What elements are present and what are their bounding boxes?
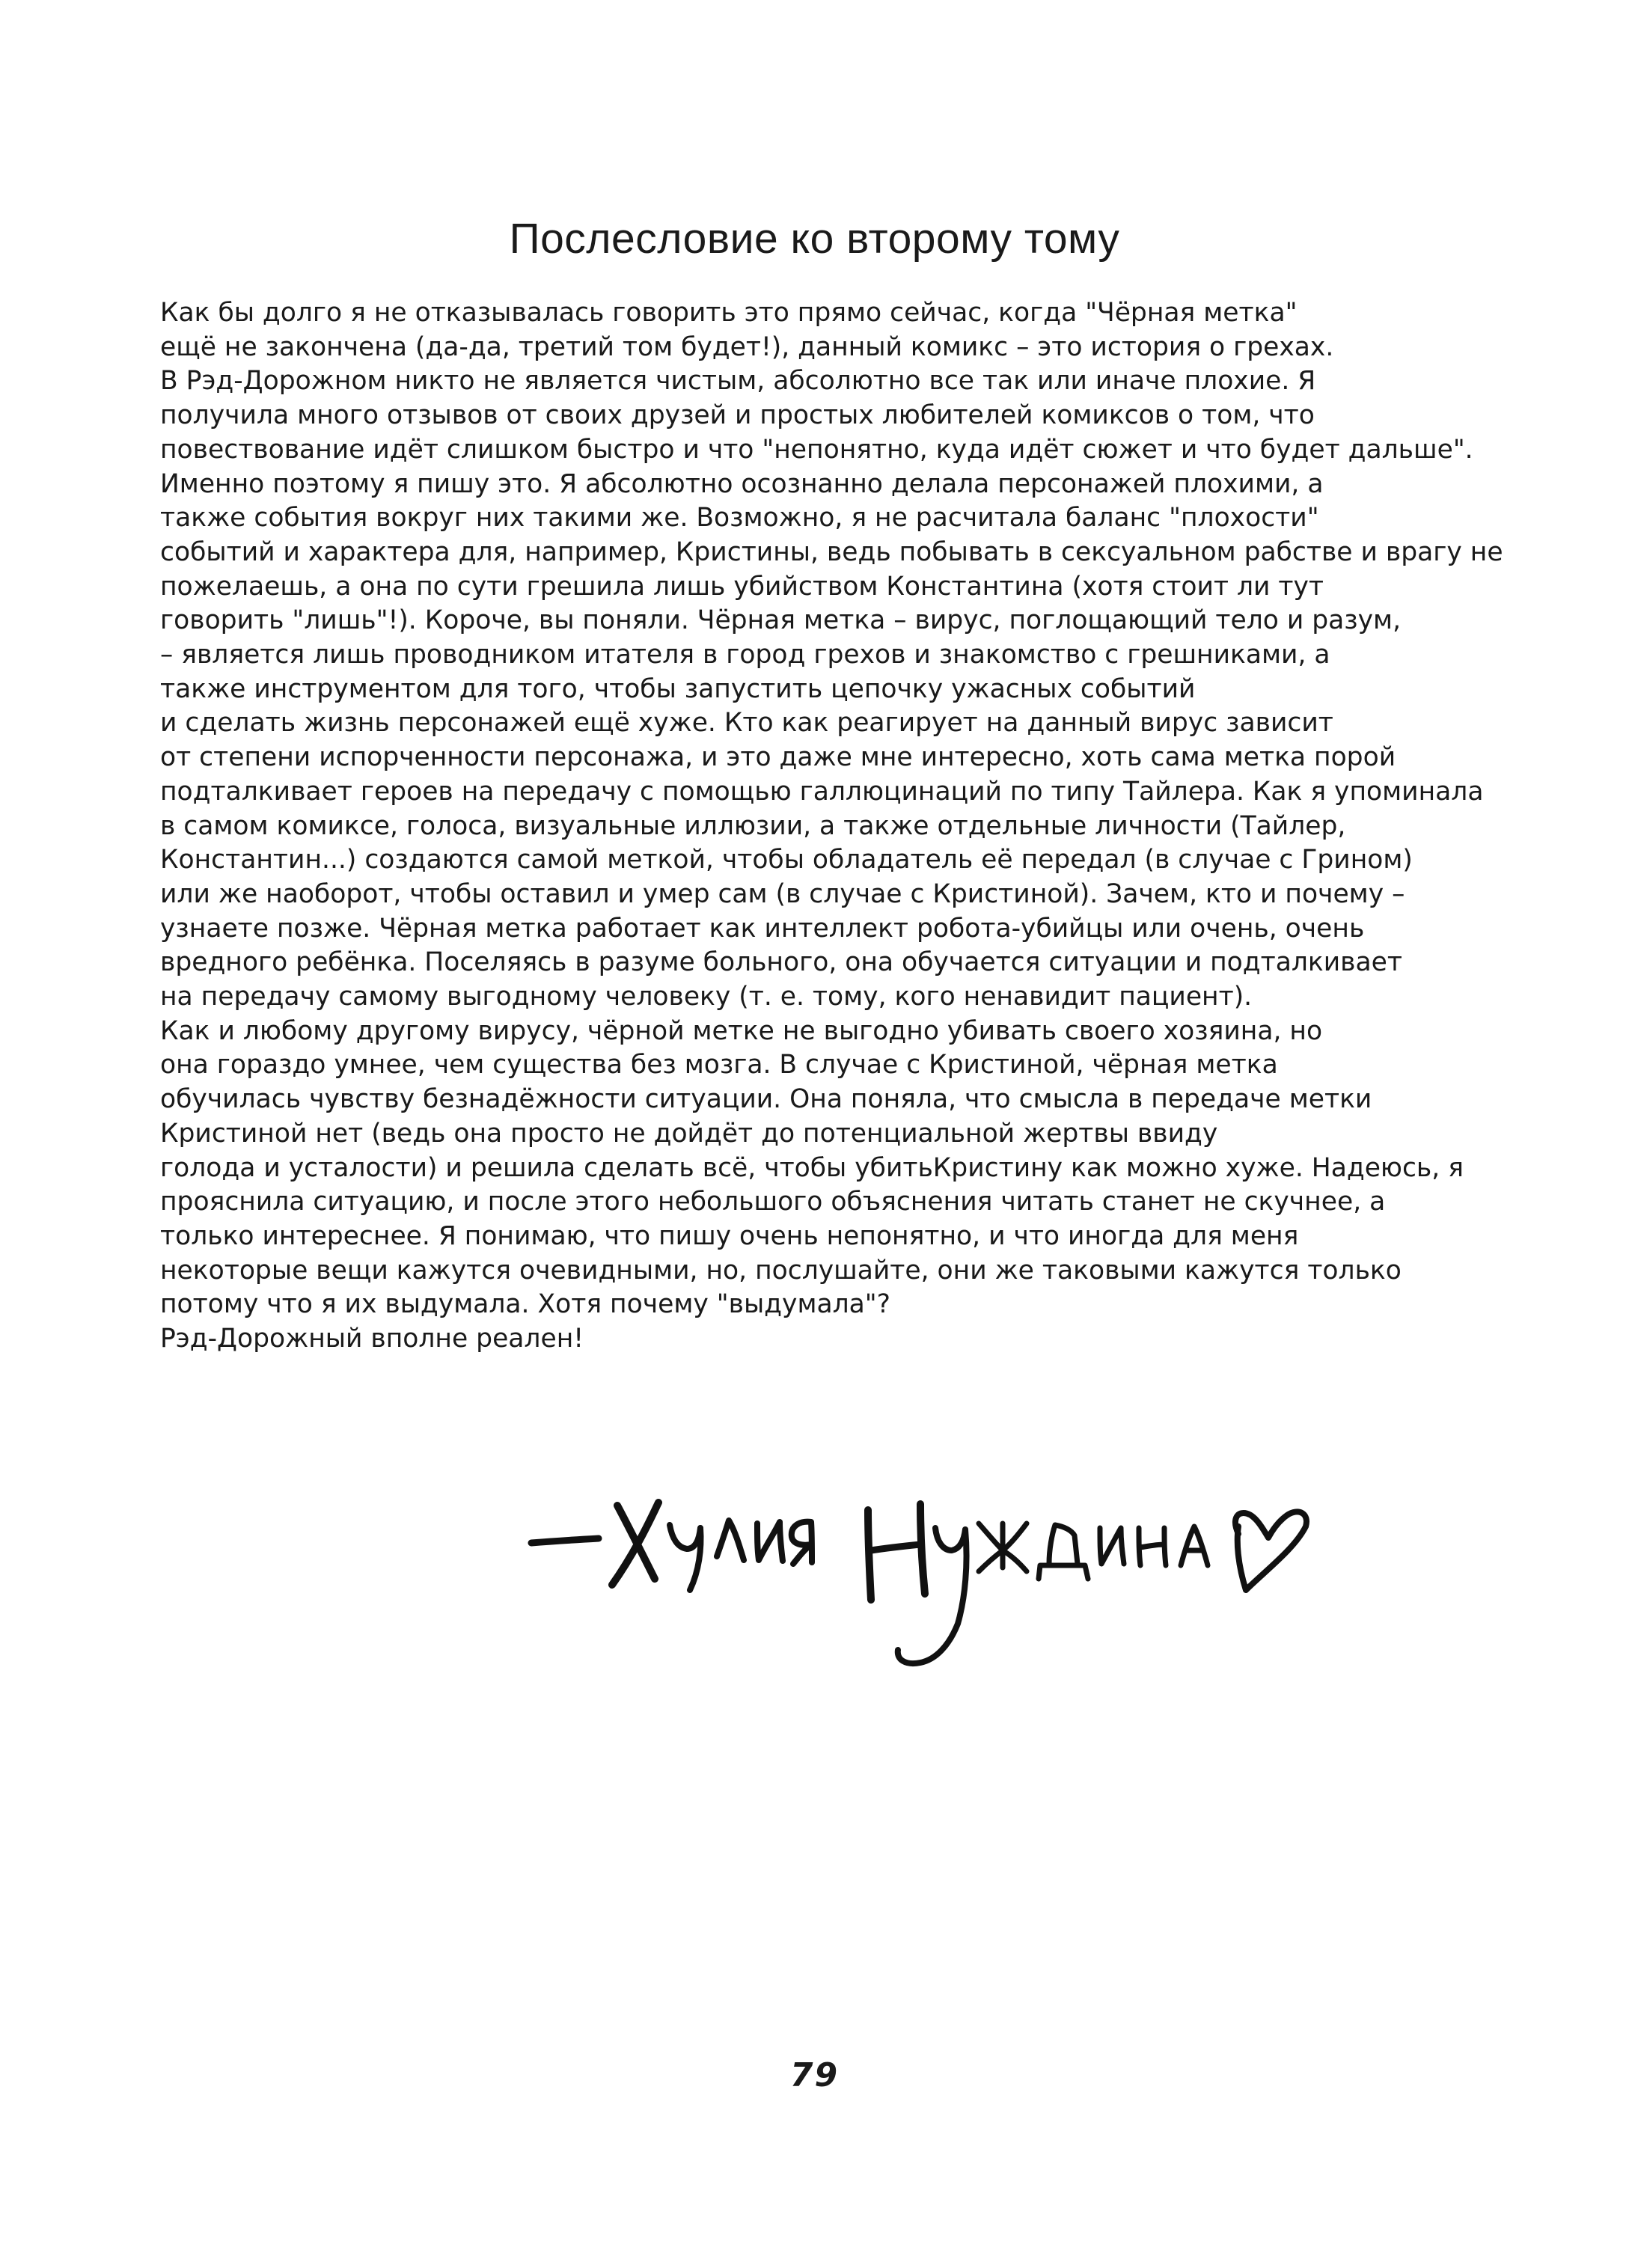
text-line: событий и характера для, например, Кристины, ведь побывать в сексуальном рабстве и врагу не bbox=[160, 537, 1503, 567]
text-line: Рэд-Дорожный вполне реален! bbox=[160, 1324, 584, 1354]
text-line: также инструментом для того, чтобы запустить цепочку ужасных событий bbox=[160, 673, 1196, 704]
text-line: Как бы долго я не отказывалась говорить это прямо сейчас, когда "Чёрная метка" bbox=[160, 298, 1298, 328]
text-line: повествование идёт слишком быстро и что "непонятно, куда идёт сюжет и что будет дальше". bbox=[160, 434, 1473, 465]
text-line: Константин...) создаются самой меткой, чтобы обладатель её передал (в случае с Грином) bbox=[160, 845, 1413, 875]
text-line: некоторые вещи кажутся очевидными, но, послушайте, они же таковыми кажутся только bbox=[160, 1255, 1402, 1286]
text-line: она гораздо умнее, чем существа без мозга. В случае с Кристиной, чёрная метка bbox=[160, 1050, 1278, 1080]
text-line: говорить "лишь"!). Короче, вы поняли. Чёрная метка – вирус, поглощающий тело и разум, bbox=[160, 605, 1402, 636]
text-line: от степени испорченности персонажа, и это даже мне интересно, хоть сама метка порой bbox=[160, 742, 1396, 773]
text-line: обучилась чувству безнадёжности ситуации. Она поняла, что смысла в передаче метки bbox=[160, 1084, 1372, 1115]
page-number: 79 bbox=[789, 2056, 840, 2094]
text-line: В Рэд-Дорожном никто не является чистым, абсолютно все так или иначе плохие. Я bbox=[160, 366, 1316, 397]
text-line: Как и любому другому вирусу, чёрной метке не выгодно убивать своего хозяина, но bbox=[160, 1015, 1323, 1046]
afterword-body bbox=[160, 296, 1567, 1357]
text-line: только интереснее. Я понимаю, что пишу очень непонятно, и что иногда для меня bbox=[160, 1220, 1299, 1251]
text-line: пожелаешь, а она по сути грешила лишь убийством Константина (хотя стоит ли тут bbox=[160, 571, 1324, 602]
text-line: узнаете позже. Чёрная метка работает как интеллект робота-убийцы или очень, очень bbox=[160, 913, 1365, 944]
text-line: Кристиной нет (ведь она просто не дойдёт до потенциальной жертвы ввиду bbox=[160, 1118, 1218, 1149]
page-title: Послесловие ко второму тому bbox=[509, 215, 1120, 263]
text-line: прояснила ситуацию, и после этого небольшого объяснения читать станет не скучнее, а bbox=[160, 1187, 1386, 1217]
text-line: в самом комиксе, голоса, визуальные иллюзии, а также отдельные личности (Тайлер, bbox=[160, 810, 1346, 841]
text-line: вредного ребёнка. Поселяясь в разуме больного, она обучается ситуации и подталкивает bbox=[160, 947, 1402, 978]
handwritten-signature bbox=[516, 1467, 1399, 1706]
text-line: также события вокруг них такими же. Возможно, я не расчитала баланс "плохости" bbox=[160, 503, 1319, 534]
text-line: голода и усталости) и решила сделать всё, чтобы убитьКристину как можно хуже. Надеюсь, я bbox=[160, 1152, 1464, 1183]
text-line: Именно поэтому я пишу это. Я абсолютно осознанно делала персонажей плохими, а bbox=[160, 468, 1324, 499]
text-line: подталкивает героев на передачу с помощью галлюцинаций по типу Тайлера. Как я упоминала bbox=[160, 776, 1484, 807]
text-line: или же наоборот, чтобы оставил и умер сам (в случае с Кристиной). Зачем, кто и почему – bbox=[160, 878, 1405, 909]
text-line: ещё не закончена (да-да, третий том будет!), данный комикс – это история о грехах. bbox=[160, 331, 1334, 362]
heart-doodle-icon bbox=[1235, 1512, 1306, 1590]
text-line: получила много отзывов от своих друзей и простых любителей комиксов о том, что bbox=[160, 400, 1315, 431]
text-line: на передачу самому выгодному человеку (т. е. тому, кого ненавидит пациент). bbox=[160, 982, 1253, 1012]
text-line: потому что я их выдумала. Хотя почему "выдумала"? bbox=[160, 1289, 890, 1320]
text-line: – является лишь проводником итателя в город грехов и знакомство с грешниками, а bbox=[160, 640, 1330, 670]
text-line: и сделать жизнь персонажей ещё хуже. Кто как реагирует на данный вирус зависит bbox=[160, 708, 1333, 739]
